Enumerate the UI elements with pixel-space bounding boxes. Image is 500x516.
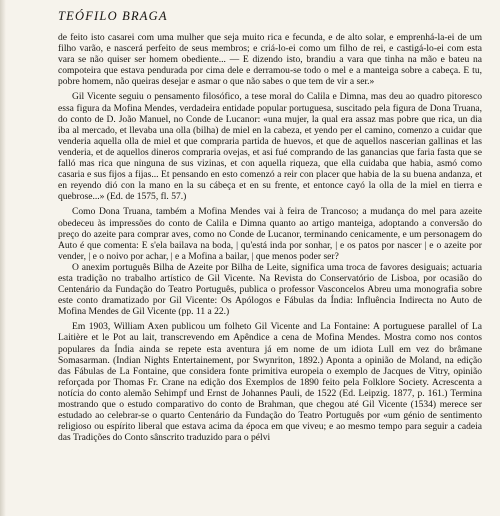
- paragraph-2: Gil Vicente seguiu o pensamento filosófico, a tese moral do Calila e Dimna, mas deu ao quadro pitoresco essa figura da Mofina Mendes, verdadeira entidade popular portuguesa, suscitado pela figura de Dona Truana, do conto de D. João Manuel, no Conde de Lucanor: «una mujer, la qual era assaz mas pobre que rica, un dia iba al mercado, et llevaba una olla (bilha) de miel en la cabeza, et yendo per el camino, comenzo a cuidar que venderia aquella olla de miel et que compraria partida de huevos, et que de aquellos nascerian gallinas et las venderia, et de aquellos dineros compraria ovejas, et asi fué comprando de las ganancias que faria fasta que se falló mas rica que ninguna de sus vizinas, et con aquella riqueza, que ella cuidaba que habia, asmó como casaria e sus fijos a fijas... Et pensando en esto comenzó a reir con placer que habia de la su buena andanza, et en reyendo dió con la mano en la su cábeça et en su frente, et entonce cayó la olla de la miel en tierra e quebrose...» (Ed. de 1575, fl. 57.): [58, 91, 482, 203]
- paragraph-4: O anexim português Bilha de Azeite por Bilha de Leite, significa uma troca de favores desiguais; actuaria esta tradição no trabalho artístico de Gil Vicente. Na Revista do Conservatório de Lisboa, por ocasião do Centenário da Fundação do Teatro Português, publica o professor Vasconcelos Abreu uma monografia sobre este conto dramatizado por Gil Vicente: Os Apólogos e Fábulas da Índia: Influência Indirecta no Auto de Mofina Mendes de Gil Vicente (pp. 11 a 22.): [58, 261, 482, 318]
- paragraph-3: Como Dona Truana, também a Mofina Mendes vai à feira de Trancoso; a mudança do mel para azeite obedeceu às impressões do conto de Calila e Dimna quanto ao artigo manteiga, adoptando a conversão do preço do azeite para comprar aves, como no Conde de Lucanor, terminando cenicamente, e um personagem do Auto é que comenta: E s'ela bailava na boda, | qu'está inda por sonhar, | e os patos por nascer | e o azeite por vender, | e o noivo por achar, | e a Mofina a bailar, | que menos poder ser?: [58, 206, 482, 262]
- paragraph-1: de feito isto casarei com uma mulher que seja muito rica e fecunda, e de alto solar, e emprenhá-la-ei de um filho varão, e nascerá perfeito de seus membros; e criá-lo-ei como um filho de rei, e castigá-lo-ei com esta vara se não quiser ser homem obediente... — E dizendo isto, brandiu a vara que tinha na mão e bateu na compoteira que estava pendurada por cima dele e derramou-se todo o mel e a manteiga sobre a cabeça. E tu, pobre homem, não queiras desejar e asmar o que não sabes o que tem de vir a ser.»: [58, 32, 482, 88]
- running-title: TEÓFILO BRAGA: [58, 9, 168, 23]
- page-gutter-shadow: [0, 0, 6, 516]
- paragraph-5: Em 1903, William Axen publicou um folheto Gil Vicente and La Fontaine: A portuguese parallel of La Laitière et le Pot au lait, transcrevendo em Apêndice a cena de Mofina Mendes. Mostra como nos contos populares da Índia ainda se repete esta aventura já em nome de um idiota Lull em vez do brâmane Somasarman. (Indian Nights Entertainement, por Swynriton, 1892.) Aponta a opinião de Moland, na edição das Fábulas de La Fontaine, que considera fonte primitiva europeia o exemplo de Jacques de Vitry, opinião reforçada por Thomas Fr. Crane na edição dos Exemplos de 1890 feito pela Folklore Society. Acrescenta a notícia do conto alemão Sehimpf und Ernst de Johannes Pauli, de 1522 (Ed. Leipzig. 1877, p. 161.) Termina mostrando que o estudo comparativo do conto de Brahman, que chegou até Gil Vicente (1534) merece ser estudado ao celebrar-se o quarto Centenário da Fundação do Teatro Português por «um génio de sentimento religioso ou espírito liberal que estava acima da época em que viveu; e ao mesmo tempo para seguir a cadeia das Tradições do Conto sânscrito traduzido para o pélvi: [58, 321, 482, 444]
- body-text: [58, 32, 482, 443]
